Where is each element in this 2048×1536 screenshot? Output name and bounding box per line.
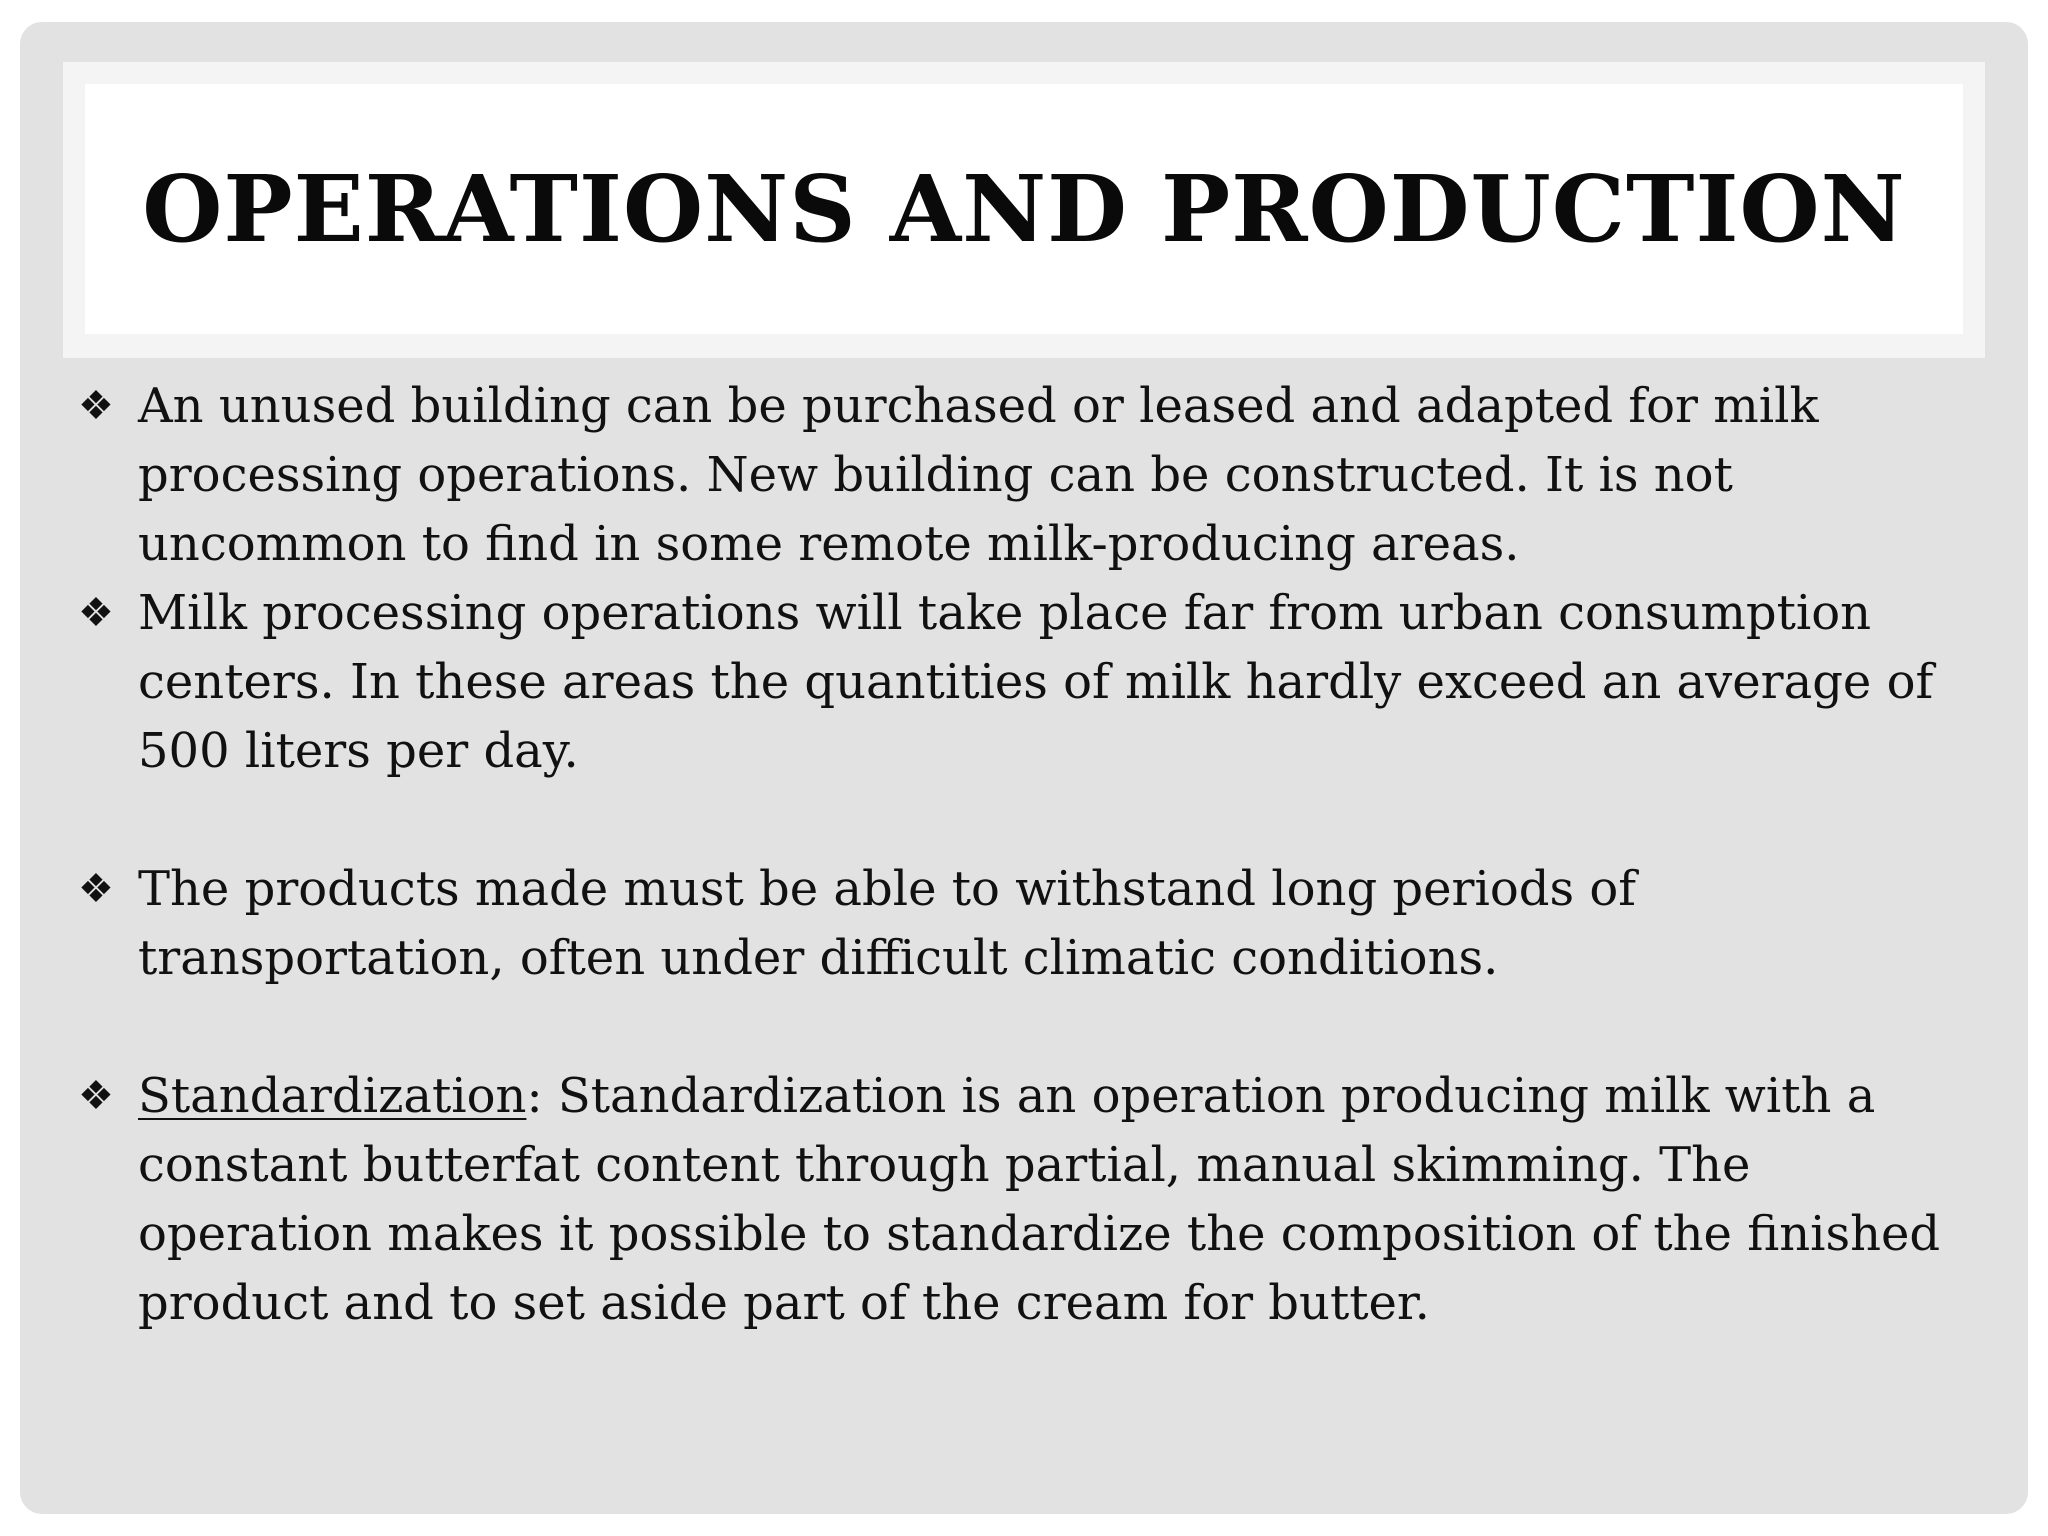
- bullet-item: [78, 372, 1988, 579]
- bullet-item: [78, 1062, 1988, 1338]
- title-box: [85, 84, 1963, 334]
- bullet-list: [78, 372, 1988, 1338]
- bullet-item: [78, 579, 1988, 786]
- four-diamond-bullet-icon: ❖: [78, 1073, 114, 1119]
- slide-title: OPERATIONS AND PRODUCTION: [142, 155, 1906, 263]
- bullet-term: Standardization: [138, 1068, 527, 1124]
- four-diamond-bullet-icon: ❖: [78, 866, 114, 912]
- four-diamond-bullet-icon: ❖: [78, 383, 114, 429]
- bullet-item: [78, 855, 1988, 993]
- bullet-text: The products made must be able to withstand long periods of transportation, often under difficult climatic conditions.: [138, 861, 1637, 986]
- bullet-text: Milk processing operations will take place far from urban consumption centers. In these areas the quantities of milk hardly exceed an average of 500 liters per day.: [138, 585, 1934, 779]
- bullet-text: An unused building can be purchased or leased and adapted for milk processing operations. New building can be constructed. It is not uncommon to find in some remote milk-producing areas.: [138, 378, 1819, 572]
- four-diamond-bullet-icon: ❖: [78, 590, 114, 636]
- bullet-text: : Standardization is an operation producing milk with a constant butterfat content through partial, manual skimming. The operation makes it possible to standardize the composition of the finished product and to set aside part of the cream for butter.: [138, 1068, 1941, 1331]
